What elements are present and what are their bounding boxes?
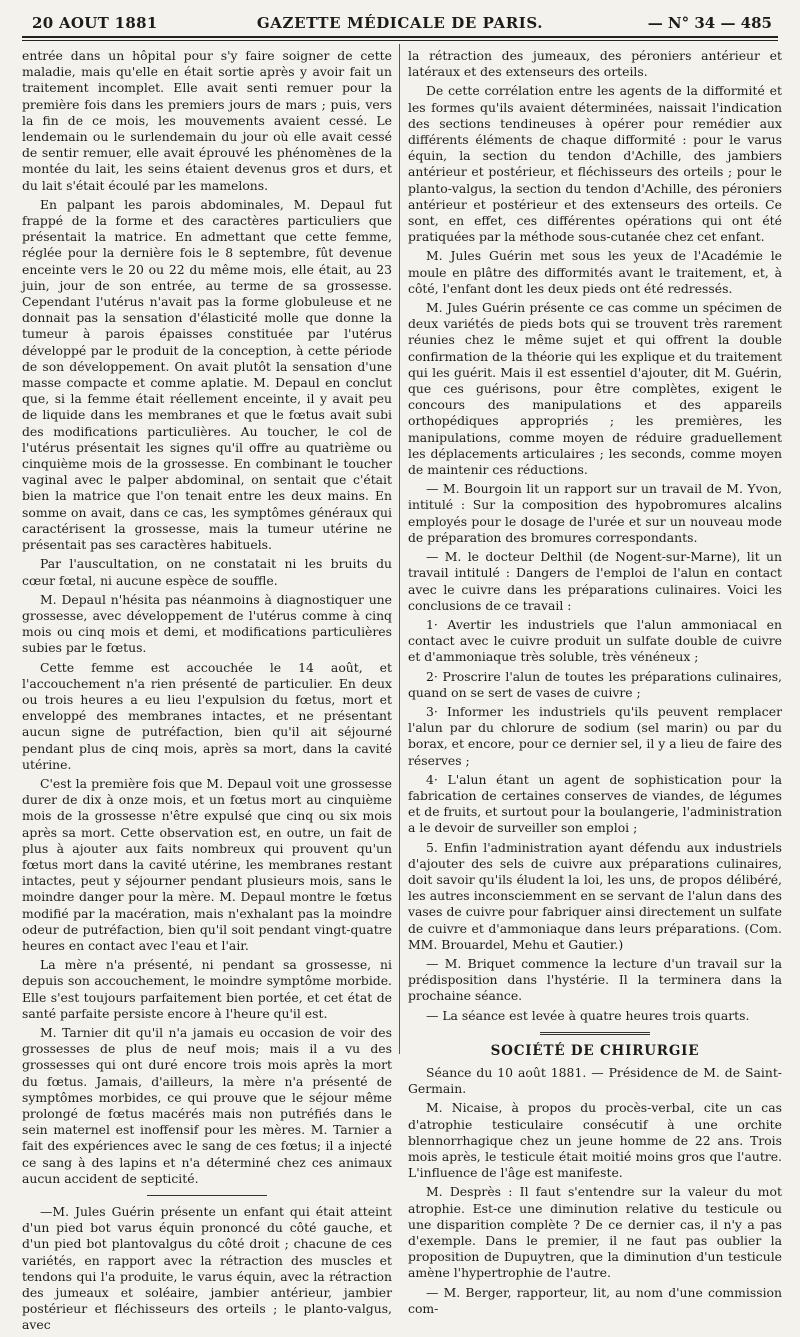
paragraph: — M. Briquet commence la lecture d'un travail sur la prédisposition dans l'hystérie. Il la terminera dans la prochaine séance.: [408, 955, 782, 1004]
issue-page-number: — N° 34 — 485: [647, 14, 772, 32]
session-line: Séance du 10 août 1881. — Présidence de M. de Saint-Germain.: [408, 1064, 782, 1097]
paragraph: — M. le docteur Delthil (de Nogent-sur-Marne), lit un travail intitulé : Dangers de l'emploi de l'alun en contact avec le cuivre dans les préparations culinaires. Voici les conclusions de ce travail :: [408, 549, 782, 613]
paragraph: Par l'auscultation, on ne constatait ni les bruits du cœur fœtal, ni aucune espèce de souffle.: [22, 556, 392, 588]
paragraph: M. Tarnier dit qu'il n'a jamais eu occasion de voir des grossesses de plus de neuf mois; mais il a vu des grossesses qui ont duré encore trois mois après la mort du fœtus. Jamais, d'ailleurs, la mère n'a présenté de symptômes morbides, ce qui prouve que le séjour même prolongé de fœtus macérés mais non putréfiés dans le sein maternel est inoffensif pour les mères. M. Tarnier a fait des expériences avec le sang de ces fœtus; il a injecté ce sang à des lapins et n'a déterminé chez ces animaux aucun accident de septicité.: [22, 1024, 392, 1186]
issue-date: 20 AOUT 1881: [32, 14, 158, 32]
paragraph: M. Nicaise, à propos du procès-verbal, cite un cas d'atrophie testiculaire consécutif à une orchite blennorrhagique chez un jeune homme de 22 ans. Trois mois après, le testicule était moitié moins gros que l'autre. L'influence de l'âge est manifeste.: [408, 1100, 782, 1181]
page-header: [22, 12, 778, 34]
paragraph: De cette corrélation entre les agents de la difformité et les formes qu'ils avaient déterminées, naissait l'indication des sections tendineuses à opérer pour remédier aux différents éléments de chaque difformité : pour le varus équin, la section du tendon d'Achille, des jambiers antérieur et postérieur, et fléchisseurs des orteils ; pour le planto-valgus, la section du tendon d'Achille, des péroniers antérieur et postérieur et des extenseurs des orteils. Ce sont, en effet, ces différentes opérations qui ont été pratiquées par la méthode sous-cutanée chez cet enfant.: [408, 83, 782, 245]
paragraph: En palpant les parois abdominales, M. Depaul fut frappé de la forme et des caractères particuliers que présentait la matrice. En admettant que cette femme, réglée pour la dernière fois le 8 septembre, fût devenue enceinte vers le 20 ou 22 du même mois, elle était, au 23 juin, jour de son entrée, au terme de sa grossesse. Cependant l'utérus n'avait pas la forme globuleuse et ne donnait pas la sensation d'élasticité molle que donne la tumeur à parois épaisses constituée par l'utérus développé par le produit de la conception, à cette période de son développement. On avait plutôt la sensation d'une masse compacte et comme aplatie. M. Depaul en conclut que, si la femme était réellement enceinte, il y avait peu de liquide dans les membranes et que le fœtus avait subi des modifications particulières. Au toucher, le col de l'utérus présentait les signes qu'il offre au quatrième ou cinquième mois de la grossesse. En combinant le toucher vaginal avec le palper abdominal, on sentait que c'était bien la matrice que l'on tenait entre les deux mains. En somme on avait, dans ce cas, les symptômes généraux qui caractérisent la grossesse, mais la tumeur utérine ne présentait pas ses caractères habituels.: [22, 196, 392, 553]
paragraph: la rétraction des jumeaux, des péroniers antérieur et latéraux et des extenseurs des orteils.: [408, 48, 782, 80]
section-title: SOCIÉTÉ DE CHIRURGIE: [490, 1042, 700, 1059]
header-rule: [22, 36, 778, 38]
paragraph: 4· L'alun étant un agent de sophistication pour la fabrication de certaines conserves de viandes, de légumes et de fruits, et surtout pour la boulangerie, l'administration a le devoir de surveiller son emploi ;: [408, 771, 782, 836]
separator-rule: [147, 1195, 267, 1196]
paragraph: C'est la première fois que M. Depaul voit une grossesse durer de dix à onze mois, et un fœtus mort au cinquième mois de la grossesse n'être expulsé que cinq ou six mois après sa mort. Cette observation est, en outre, un fait de plus à ajouter aux faits nombreux qui prouvent qu'un fœtus mort dans la cavité utérine, les membranes restant intactes, peut y séjourner pendant plusieurs mois, sans le moindre danger pour la mère. M. Depaul montre le fœtus modifié par la macération, mais n'exhalant pas la moindre odeur de putréfaction, bien qu'il soit pendant vingt-quatre heures en contact avec l'eau et l'air.: [22, 775, 392, 953]
section-separator: [540, 1032, 650, 1035]
paragraph: M. Desprès : Il faut s'entendre sur la valeur du mot atrophie. Est-ce une diminution relative du testicule ou une disparition complète ? De ce dernier cas, il n'y a pas d'exemple. Dans le premier, il ne faut pas oublier la proposition de Dupuytren, que la diminution d'un testicule amène l'hypertrophie de l'autre.: [408, 1184, 782, 1281]
paragraph: 3· Informer les industriels qu'ils peuvent remplacer l'alun par du chlorure de sodium (sel marin) ou par du borax, et encore, pour ce dernier sel, il y a lieu de faire des réserves ;: [408, 703, 782, 768]
paragraph: entrée dans un hôpital pour s'y faire soigner de cette maladie, mais qu'elle en était sortie après y avoir fait un traitement incomplet. Elle avait senti remuer pour la première fois dans les premiers jours de mars ; puis, vers la fin de ce mois, les mouvements avaient cessé. Le lendemain ou le surlendemain du jour où elle avait cessé de sentir remuer, elle avait éprouvé les phénomènes de la montée du lait, les seins étaient devenus gros et durs, et du lait s'était écoulé par les mamelons.: [22, 48, 392, 193]
paragraph: 5. Enfin l'administration ayant défendu aux industriels d'ajouter des sels de cuivre aux préparations culinaires, doit savoir qu'ils éludent la loi, les uns, de propos délibéré, les autres inconsciemment en se servant de l'alun dans des vases de cuivre pour fabriquer ainsi directement un sulfate de cuivre et d'ammoniaque dans leurs préparations. (Com. MM. Brouardel, Mehu et Gautier.): [408, 839, 782, 952]
paragraph: La mère n'a présenté, ni pendant sa grossesse, ni depuis son accouchement, le moindre symptôme morbide. Elle s'est toujours parfaitement bien portée, et cet état de santé parfaite persiste encore à l'heure qu'il est.: [22, 957, 392, 1021]
column-divider: [399, 44, 400, 1054]
paragraph: 1· Avertir les industriels que l'alun ammoniacal en contact avec le cuivre produit un sulfate double de cuivre et d'ammoniaque très soluble, très vénéneux ;: [408, 616, 782, 665]
paragraph: — M. Berger, rapporteur, lit, au nom d'une commission com-: [408, 1284, 782, 1316]
paragraph: — M. Bourgoin lit un rapport sur un travail de M. Yvon, intitulé : Sur la composition des hypobromures alcalins employés pour le dosage de l'urée et sur un nouveau mode de préparation des bromures correspondants.: [408, 481, 782, 545]
paragraph: —M. Jules Guérin présente un enfant qui était atteint d'un pied bot varus équin prononcé du côté gauche, et d'un pied bot plantovalgus du côté droit ; chacune de ces variétés, en rapport avec la rétraction des muscles et tendons qui l'a produite, le varus équin, avec la rétraction des jumeaux et soléaire, jambier antérieur, jambier postérieur et fléchisseurs des orteils ; le planto-valgus, avec: [22, 1204, 392, 1333]
header-rule-thin: [22, 40, 778, 41]
right-column: [408, 48, 782, 1320]
journal-title: GAZETTE MÉDICALE DE PARIS.: [256, 14, 544, 32]
paragraph: 2· Proscrire l'alun de toutes les préparations culinaires, quand on se sert de vases de cuivre ;: [408, 668, 782, 700]
paragraph: — La séance est levée à quatre heures trois quarts.: [426, 1007, 750, 1023]
paragraph: M. Depaul n'hésita pas néanmoins à diagnostiquer une grossesse, avec développement de l'utérus comme à cinq mois ou cinq mois et demi, et modifications particulières subies par le fœtus.: [22, 591, 392, 656]
paragraph: M. Jules Guérin met sous les yeux de l'Académie le moule en plâtre des difformités avant le traitement, et, à côté, l'enfant dont les deux pieds ont été redressés.: [408, 248, 782, 296]
paragraph: M. Jules Guérin présente ce cas comme un spécimen de deux variétés de pieds bots qui se trouvent très rarement réunies chez le même sujet et qui offrent la double confirmation de la théorie qui les explique et du traitement qui les guérit. Mais il est essentiel d'ajouter, dit M. Guérin, que ces guérisons, pour être complètes, exigent le concours des manipulations et des appareils orthopédiques appropriés ; les premières, les manipulations, comme moyen de réduire graduellement les déplacements articulaires ; les seconds, comme moyen de maintenir ces réductions.: [408, 300, 782, 478]
paragraph: Cette femme est accouchée le 14 août, et l'accouchement n'a rien présenté de particulier. En deux ou trois heures a eu lieu l'expulsion du fœtus, mort et enveloppé des membranes intactes, et ne présentant aucun signe de putréfaction, bien qu'il ait séjourné pendant plus de cinq mois, après sa mort, dans la cavité utérine.: [22, 659, 392, 772]
left-column: [22, 48, 392, 1337]
